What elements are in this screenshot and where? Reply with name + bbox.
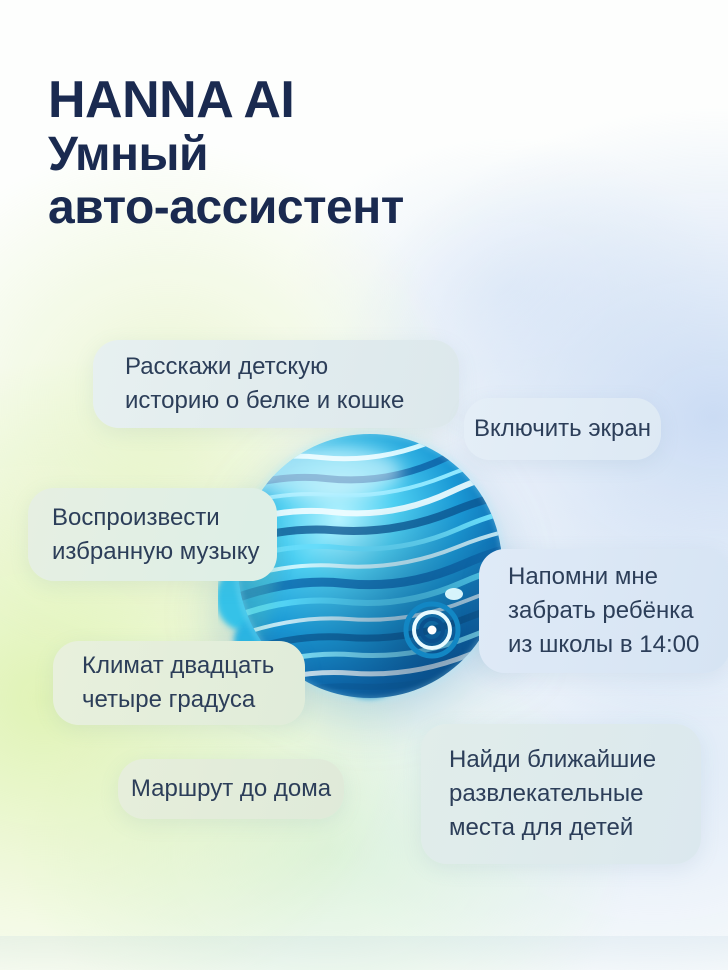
page-title <box>48 72 404 234</box>
bubble-line: забрать ребёнка <box>508 597 694 624</box>
subtitle-line-1: Умный <box>48 128 208 181</box>
bubble-line: Климат двадцать <box>82 652 275 679</box>
voice-command-bubble-play-favorite-music <box>28 488 277 581</box>
bubble-line: избранную музыку <box>52 537 260 565</box>
bubble-line: Воспроизвести <box>52 503 220 531</box>
voice-command-bubble-tell-kids-story <box>93 340 459 428</box>
bubble-line: Напомни мне <box>508 563 658 590</box>
bubble-line: развлекательные <box>449 780 644 807</box>
bubble-line: Включить экран <box>473 415 652 442</box>
voice-command-bubble-route-home <box>118 759 344 819</box>
voice-command-bubble-turn-on-screen <box>464 398 661 460</box>
voice-command-bubble-climate-24-degrees <box>53 641 305 725</box>
bubble-line: из школы в 14:00 <box>508 631 700 658</box>
bubble-line: Маршрут до дома <box>130 775 332 802</box>
voice-command-bubble-find-entertainment <box>421 724 701 864</box>
bubble-line: историю о белке и кошке <box>125 387 405 414</box>
bubble-line: четыре градуса <box>82 686 256 713</box>
floor-gradient <box>0 936 728 970</box>
bubble-line: Расскажи детскую <box>125 353 329 380</box>
subtitle-line-2: авто-ассистент <box>48 181 404 234</box>
bubble-line: Найди ближайшие <box>449 746 657 773</box>
bubble-line: места для детей <box>449 814 634 841</box>
brand-name: HANNA AI <box>48 71 295 129</box>
voice-command-bubble-remind-pickup-child <box>479 549 728 673</box>
